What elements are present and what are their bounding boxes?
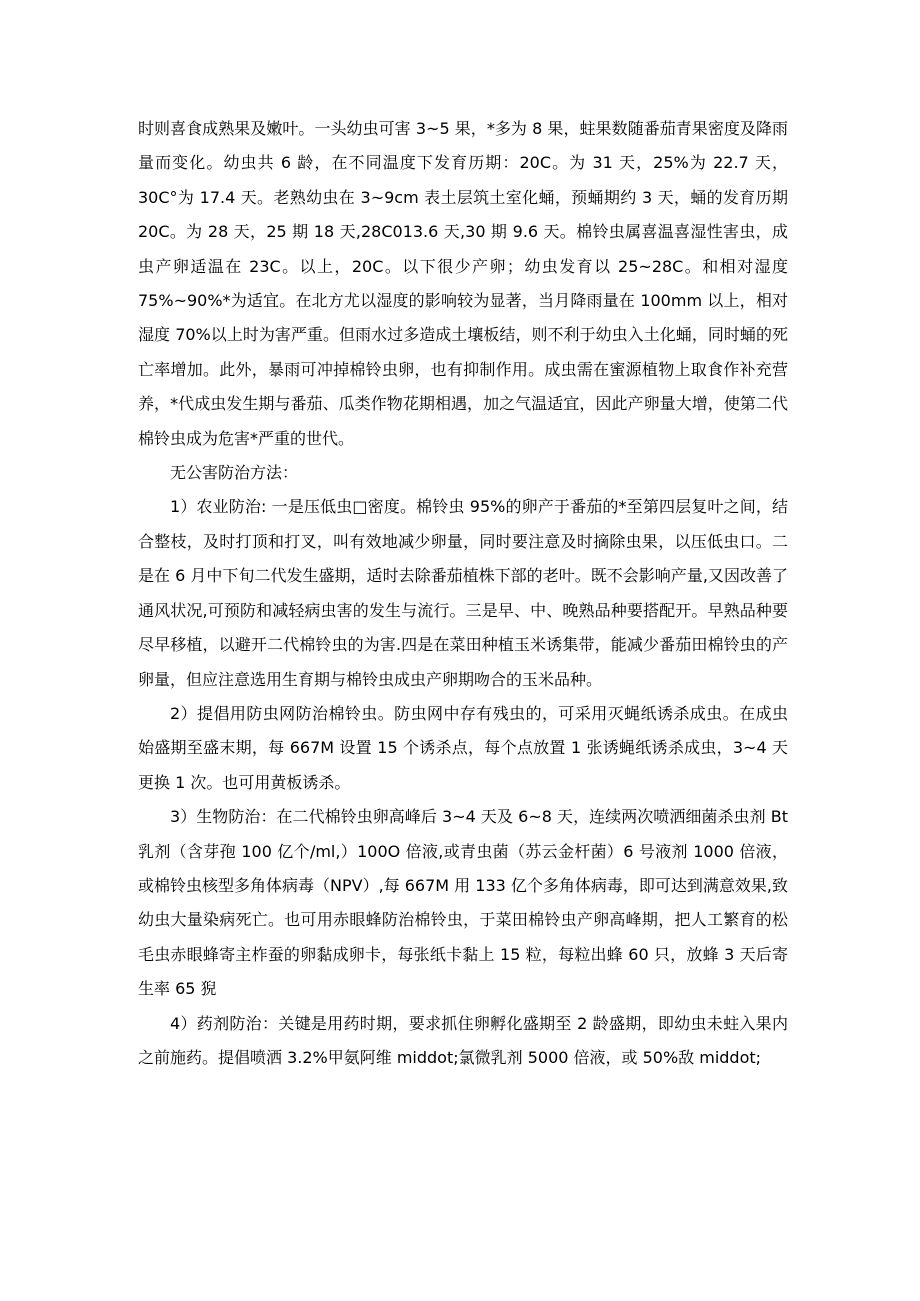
document-body — [138, 112, 788, 1075]
paragraph-chemical-control: 4）药剂防治：关键是用药时期，要求抓住卵孵化盛期至 2 龄盛期，即幼虫未蛀入果内之前施药。提倡喷洒 3.2%甲氨阿维 middot;氯微乳剂 5000 倍液，或 50%敌 middot; — [138, 1013, 788, 1067]
paragraph-agricultural-control: 1）农业防治: 一是压低虫□密度。棉铃虫 95%的卵产于番茄的*至第四层复叶之间，结合整枝，及时打顶和打叉，叫有效地减少卵量，同时要注意及时摘除虫果，以压低虫口。二是在 6 月中下旬二代发生盛期，适时去除番茄植株下部的老叶。既不会影响产量,又因改善了通风状况,可预防和减轻病虫害的发生与流行。三是早、中、晚熟品种要搭配开。早熟品种要尽早移植，以避开二代棉铃虫的为害.四是在菜田种植玉米诱集带，能减少番茄田棉铃虫的产卵量，但应注意选用生育期与棉铃虫成虫产卵期吻合的玉米品种。 — [138, 497, 788, 689]
paragraph-biological-control: 3）生物防治：在二代棉铃虫卵高峰后 3~4 天及 6~8 天，连续两次喷洒细菌杀虫剂 Bt 乳剂（含芽孢 100 亿个/ml,）100O 倍液,或青虫菌（苏云金杆菌）6 号液剂 1000 倍液，或棉铃虫核型多角体病毒（NPV）,每 667M 用 133 亿个多角体病毒，即可达到满意效果,致幼虫大量染病死亡。也可用赤眼蜂防治棉铃虫，于菜田棉铃虫产卵高峰期，把人工繁育的松毛虫赤眼蜂寄主柞蚕的卵黏成卵卡，每张纸卡黏上 15 粒，每粒出蜂 60 只，放蜂 3 天后寄生率 65 猊 — [138, 807, 788, 999]
paragraph-insect-net-control: 2）提倡用防虫网防治棉铃虫。防虫网中存有残虫的，可采用灭蝇纸诱杀成虫。在成虫始盛期至盛末期，每 667M 设置 15 个诱杀点，每个点放置 1 张诱蝇纸诱杀成虫，3~4 天更换 1 次。也可用黄板诱杀。 — [138, 703, 788, 792]
paragraph-development-conditions: 时则喜食成熟果及嫩叶。一头幼虫可害 3~5 果，*多为 8 果，蛀果数随番茄青果密度及降雨量而变化。幼虫共 6 龄，在不同温度下发育历期：20C。为 31 天，25%为 22.7 天，30C°为 17.4 天。老熟幼虫在 3~9cm 表土层筑土室化蛹，预蛹期约 3 天，蛹的发育历期 20C。为 28 天，25 期 18 天,28C013.6 天,30 期 9.6 天。棉铃虫属喜温喜湿性害虫，成虫产卵适温在 23C。以上，20C。以下很少产卵；幼虫发育以 25~28C。和相对湿度 75%~90%*为适宜。在北方尤以湿度的影响较为显著，当月降雨量在 100mm 以上，相对湿度 70%以上时为害严重。但雨水过多造成土壤板结，则不利于幼虫入土化蛹，同时蛹的死亡率增加。此外，暴雨可冲掉棉铃虫卵，也有抑制作用。成虫需在蜜源植物上取食作补充营养，*代成虫发生期与番茄、瓜类作物花期相遇，加之气温适宜，因此产卵量大增，使第二代棉铃虫成为危害*严重的世代。 — [138, 119, 788, 448]
paragraph-section-heading: 无公害防治方法： — [170, 463, 299, 483]
